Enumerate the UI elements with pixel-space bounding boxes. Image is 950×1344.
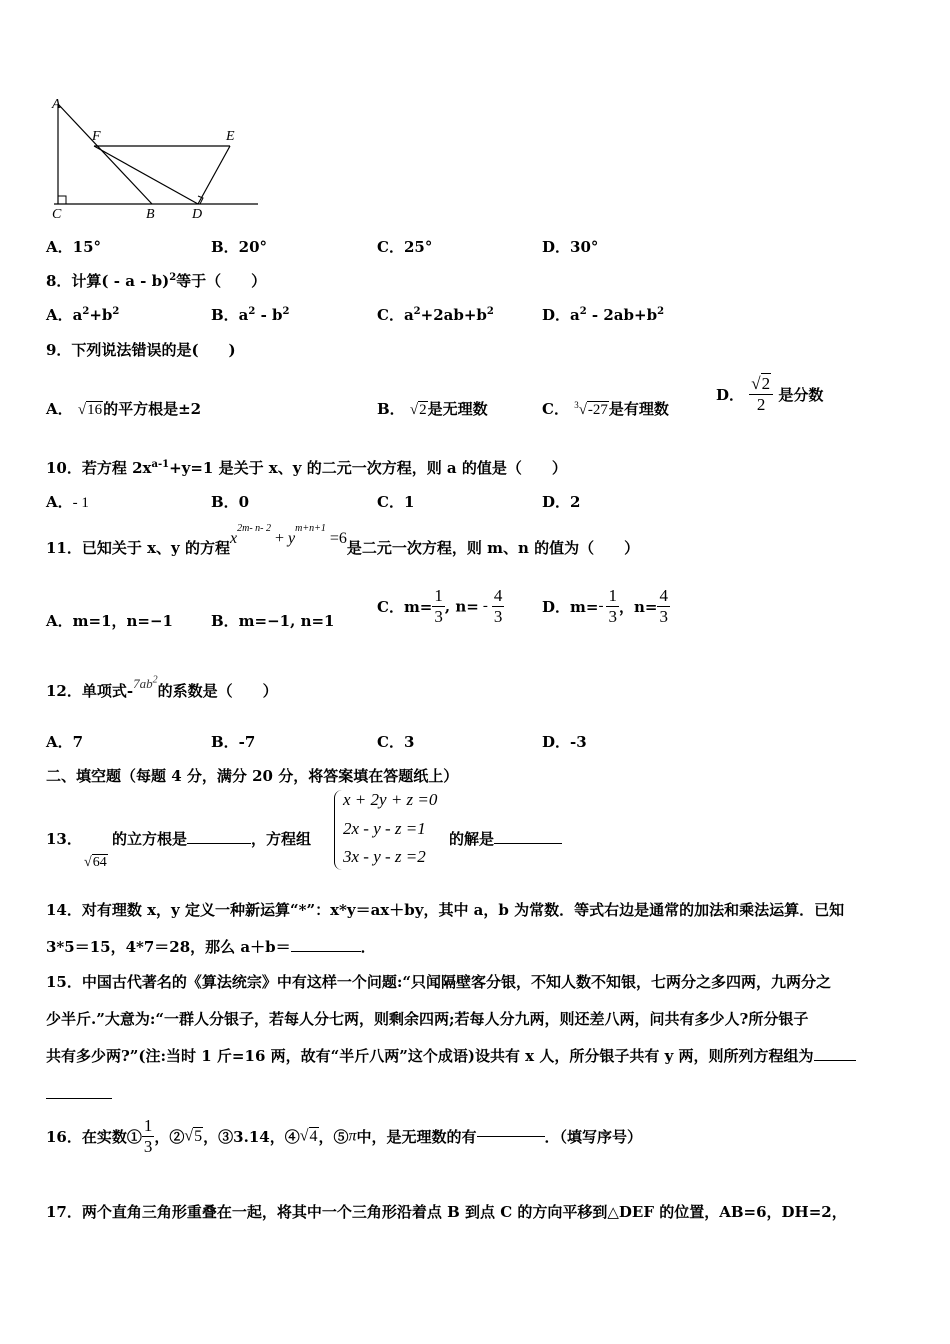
q15-line-3: 共有多少两?”(注:当时 1 斤=16 两，故有“半斤八两”这个成语)设共有 x 人，所分银子共有 y 两，则所列方程组为 bbox=[46, 1045, 856, 1066]
q12-option-b: B．-7 bbox=[211, 733, 256, 751]
q10-option-d: D．2 bbox=[542, 493, 581, 511]
label-e: E bbox=[226, 129, 235, 144]
q8-stem: 8．计算( - a - b)$^2$等于（ ） bbox=[46, 272, 267, 290]
section-heading-fill-in: 二、填空题（每题 4 分，满分 20 分，将答案填在答题纸上） bbox=[46, 767, 459, 785]
segment-ab bbox=[58, 104, 152, 204]
segment-fd bbox=[94, 146, 198, 204]
q7-option-a: A．15° bbox=[46, 238, 102, 256]
q10-stem: 10．若方程 $2x^{a-1}+y=1$ 是关于 x、y 的二元一次方程，则 a 的值是（ ） bbox=[46, 459, 567, 477]
q13-text-solution: 的解是 bbox=[449, 828, 562, 849]
q14-blank bbox=[291, 951, 361, 952]
q16-line: 16．在实数① $\frac{1}{3}$ ，②√5，③3.14，④√4，⑤π中，是无理数的有 ．（填写序号） bbox=[46, 1116, 643, 1156]
q7-option-c: C．25° bbox=[377, 238, 433, 256]
q12-option-a: A．7 bbox=[46, 733, 84, 751]
q13-text-cube-root: 的立方根是 ，方程组 bbox=[112, 830, 312, 848]
q14-line-2: 3*5＝15，4*7＝28，那么 a＋b＝ ． bbox=[46, 938, 376, 956]
q8-option-a: A．$a^2+b^2$ bbox=[46, 306, 120, 324]
q8-option-d: D．$a^2 - 2ab+b^2$ bbox=[542, 306, 665, 324]
q7-option-d: D．30° bbox=[542, 238, 599, 256]
q13-eq1: x + 2y + z =0 bbox=[343, 790, 438, 809]
q17-line-1: 17．两个直角三角形重叠在一起，将其中一个三角形沿着点 B 到点 C 的方向平移到△DEF 的位置，AB=6，DH=2， bbox=[46, 1203, 847, 1221]
q9-option-a: A． √16的平方根是±2 bbox=[46, 400, 202, 418]
label-f: F bbox=[92, 129, 101, 144]
q15-line-2: 少半斤.”大意为:“一群人分银子，若每人分七两，则剩余四两;若每人分九两，则还差八两，问共有多少人?所分银子 bbox=[46, 1010, 809, 1028]
q9-option-d: D． $\frac{√2}{2}$ 是分数 bbox=[716, 374, 824, 414]
geometry-figure bbox=[40, 92, 270, 224]
label-b: B bbox=[146, 207, 155, 222]
q11-option-b: B．m=−1, n=1 bbox=[211, 612, 335, 630]
q9-option-c: C． $^3$√-27是有理数 bbox=[542, 400, 669, 418]
q13-sqrt-64: √64 bbox=[84, 855, 107, 870]
segment-ed bbox=[198, 146, 230, 204]
q14-line-1: 14．对有理数 x，y 定义一种新运算“*”：x*y＝ax＋by，其中 a，b 为常数．等式右边是通常的加法和乘法运算．已知 bbox=[46, 901, 845, 919]
q12-option-c: C．3 bbox=[377, 733, 415, 751]
q15-blank-b bbox=[46, 1084, 112, 1099]
q11-stem: 11．已知关于 x、y 的方程$x^{2m- n- 2} + y^{m+n+1} =6$是二元一次方程，则 m、n 的值为（ ） bbox=[46, 522, 640, 557]
q7-option-b: B．20° bbox=[211, 238, 268, 256]
label-c: C bbox=[52, 207, 62, 222]
q10-option-c: C．1 bbox=[377, 493, 415, 511]
q10-option-b: B．0 bbox=[211, 493, 250, 511]
q13-blank-2 bbox=[494, 843, 562, 844]
q15-blank-a bbox=[814, 1060, 856, 1061]
label-a: A bbox=[52, 97, 61, 112]
q12-option-d: D．-3 bbox=[542, 733, 587, 751]
q11-option-a: A．m=1，n=−1 bbox=[46, 612, 173, 630]
q11-option-d: D．m=- $\frac{1}{3}$ ，n= $\frac{4}{3}$ bbox=[542, 586, 668, 626]
q13-eq2: 2x - y - z =1 bbox=[343, 819, 426, 838]
q9-option-b: B． √2是无理数 bbox=[377, 400, 488, 418]
q13-equation-system bbox=[334, 790, 447, 870]
q13-number: 13． bbox=[46, 830, 82, 848]
q8-option-b: B．$a^2 - b^2$ bbox=[211, 306, 290, 324]
right-angle-mark bbox=[58, 196, 66, 204]
q8-option-c: C．$a^2+2ab+b^2$ bbox=[377, 306, 494, 324]
q13-blank-1 bbox=[187, 843, 251, 844]
q13-eq3: 3x - y - z =2 bbox=[343, 847, 426, 866]
q10-option-a: A．- 1 bbox=[46, 493, 89, 511]
q9-stem: 9．下列说法错误的是( ) bbox=[46, 341, 236, 359]
q12-stem: 12．单项式$-7ab^2$的系数是（ ） bbox=[46, 674, 278, 700]
q15-line-1: 15．中国古代著名的《算法统宗》中有这样一个问题:“只闻隔壁客分银，不知人数不知银，七两分之多四两，九两分之 bbox=[46, 973, 832, 991]
q11-option-c: C．m= $\frac{1}{3}$ , n= - $\frac{4}{3}$ bbox=[377, 586, 503, 626]
label-d: D bbox=[192, 207, 203, 222]
q16-blank bbox=[477, 1136, 545, 1137]
